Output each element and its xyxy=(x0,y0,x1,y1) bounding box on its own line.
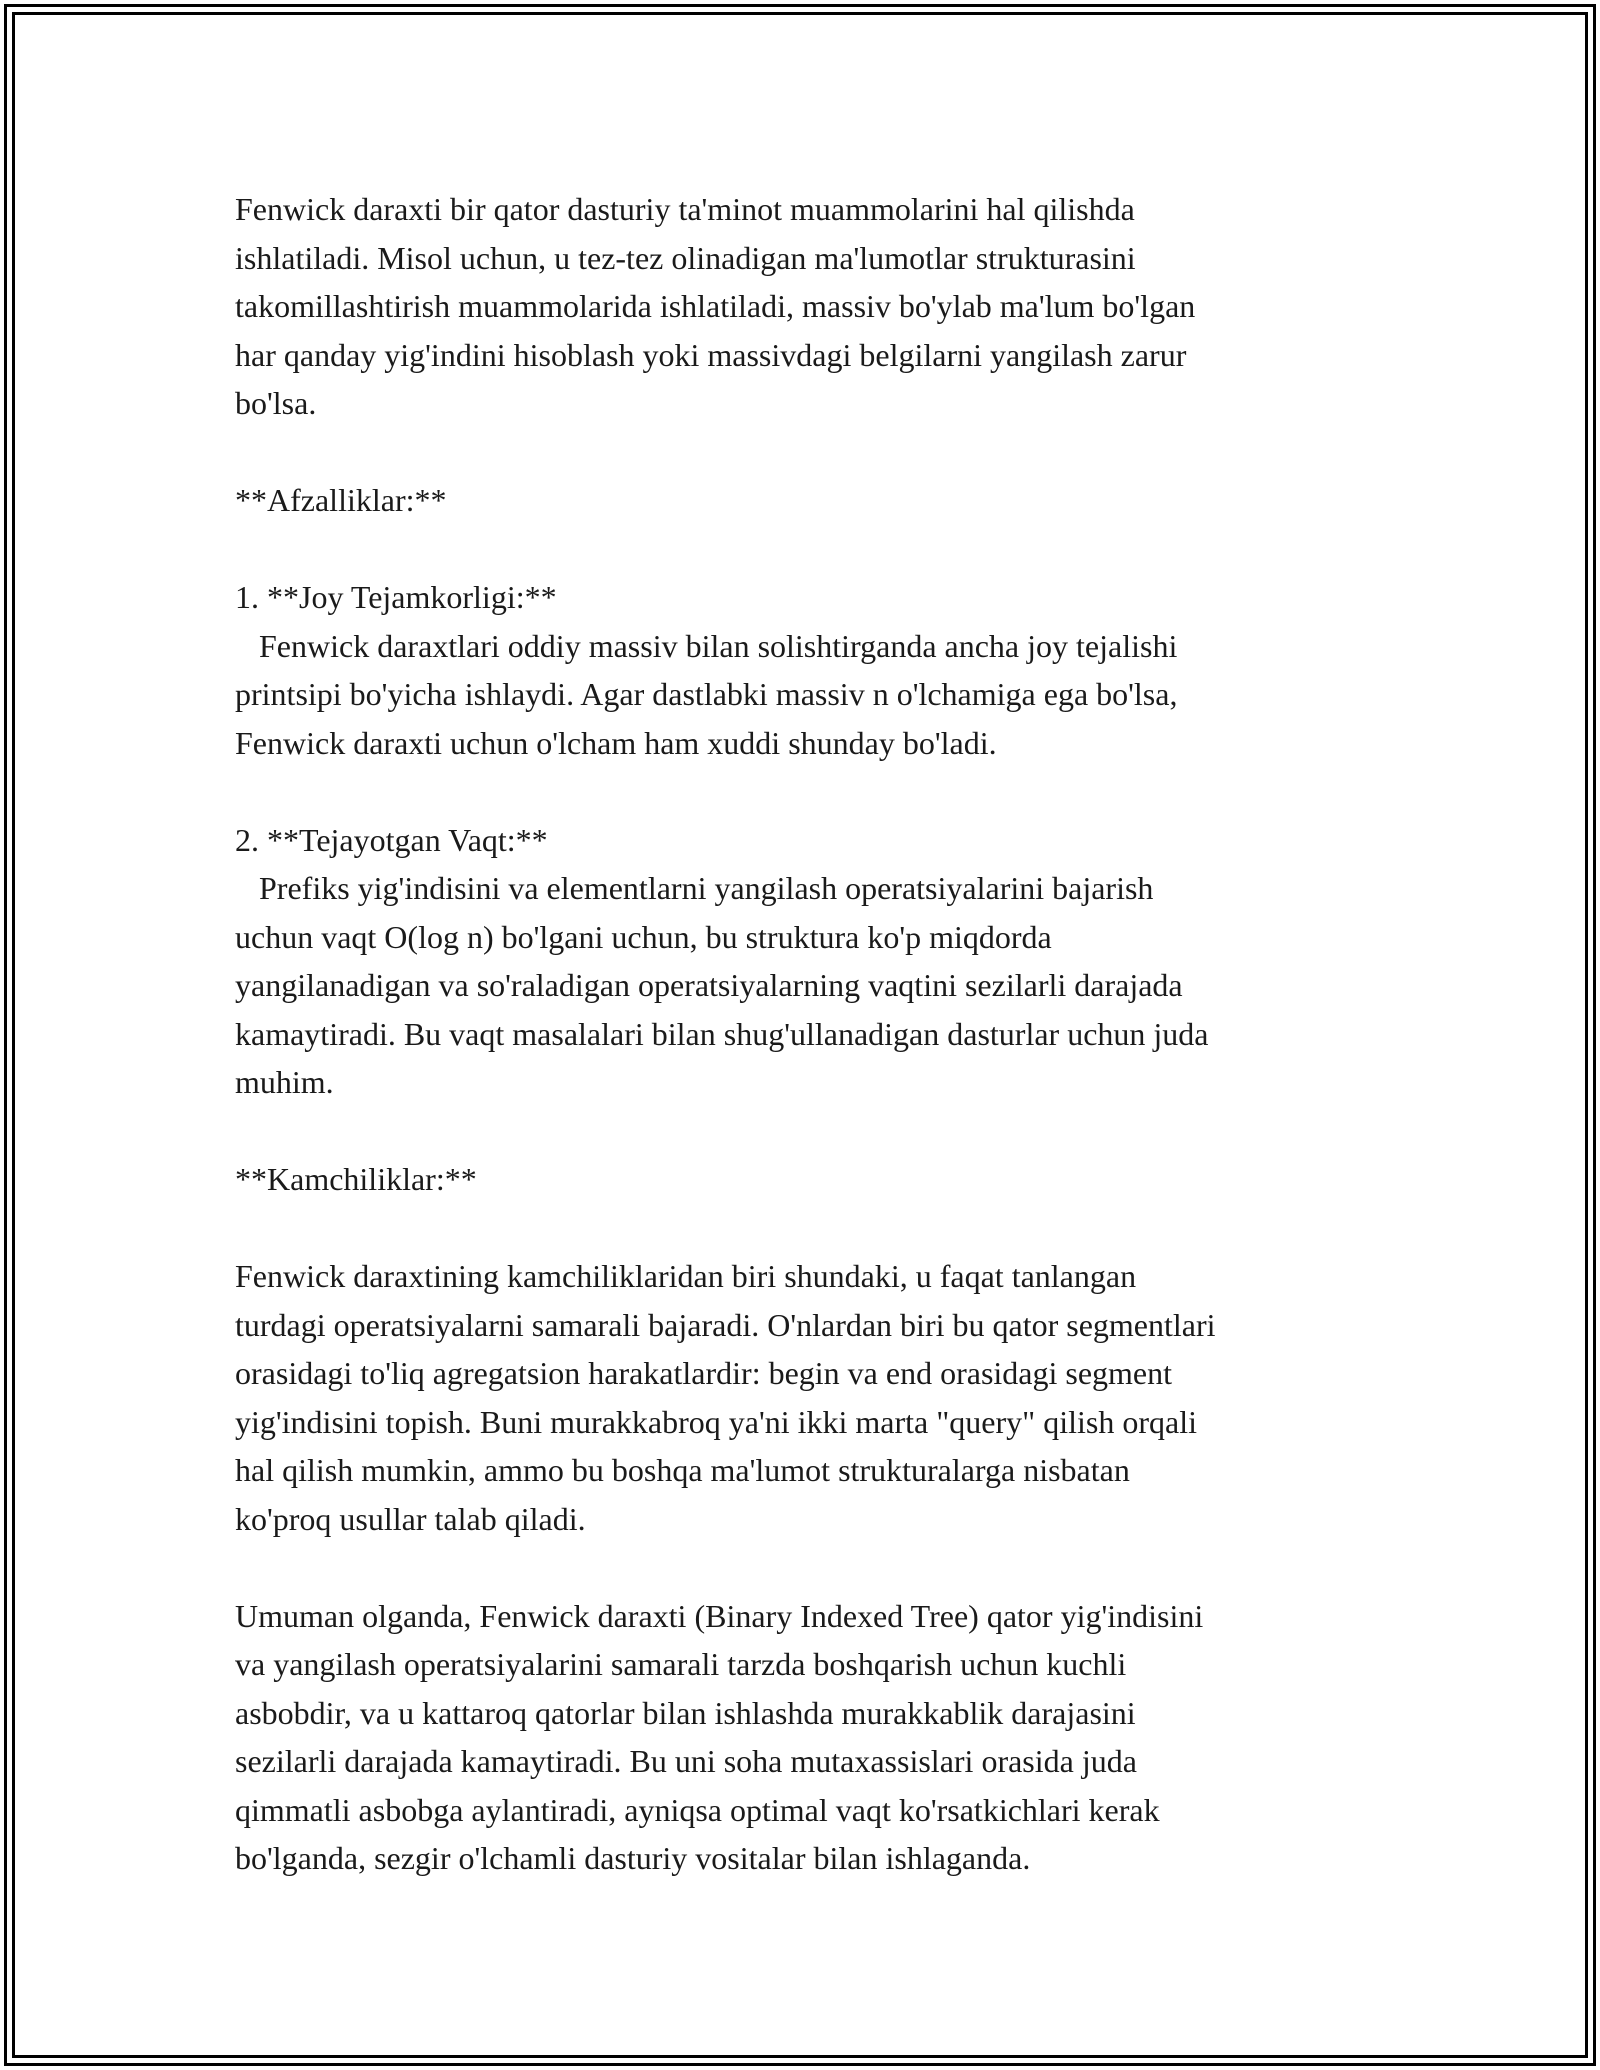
disadvantages-paragraph: Fenwick daraxtining kamchiliklaridan biri shundaki, u faqat tanlangan turdagi operatsiyalarni samarali bajaradi. O'nlardan biri bu qator segmentlari orasidagi to'liq agregatsion harakatlardir: begin va end orasidagi segment yig'indisini topish. Buni murakkabroq ya'ni ikki marta "query" qilish orqali hal qilish mumkin, ammo bu boshqa ma'lumot strukturalarga nisbatan ko'proq usullar talab qiladi. xyxy=(235,1258,1216,1537)
disadvantages-heading: **Kamchiliklar:** xyxy=(235,1161,477,1197)
conclusion-paragraph: Umuman olganda, Fenwick daraxti (Binary Indexed Tree) qator yig'indisini va yangilash operatsiyalarini samarali tarzda boshqarish uchun kuchli asbobdir, va u kattaroq qatorlar bilan ishlashda murakkablik darajasini sezilarli darajada kamaytiradi. Bu uni soha mutaxassislari orasida juda qimmatli asbobga aylantiradi, ayniqsa optimal vaqt ko'rsatkichlari kerak bo'lganda, sezgir o'lchamli dasturiy vositalar bilan ishlaganda. xyxy=(235,1597,1204,1876)
advantages-heading: **Afzalliklar:** xyxy=(235,482,447,518)
advantage-item-time: 2. **Tejayotgan Vaqt:** Prefiks yig'indisini va elementlarni yangilash operatsiyalarini bajarish uchun vaqt O(log n) bo'lgani uchun, bu struktura ko'p miqdorda yangilanadigan va so'raladigan operatsiyalarning vaqtini sezilarli darajada kamaytiradi. Bu vaqt masalalari bilan shug'ullanadigan dasturlar uchun juda muhim. xyxy=(235,821,1209,1100)
document-body xyxy=(235,185,1375,1883)
intro-paragraph: Fenwick daraxti bir qator dasturiy ta'minot muammolarini hal qilishda ishlatiladi. Misol uchun, u tez-tez olinadigan ma'lumotlar strukturasini takomillashtirish muammolarida ishlatiladi, massiv bo'ylab ma'lum bo'lgan har qanday yig'indini hisoblash yoki massivdagi belgilarni yangilash zarur bo'lsa. xyxy=(235,191,1196,421)
advantage-item-space: 1. **Joy Tejamkorligi:** Fenwick daraxtlari oddiy massiv bilan solishtirganda ancha joy tejalishi printsipi bo'yicha ishlaydi. Agar dastlabki massiv n o'lchamiga ega bo'lsa, Fenwick daraxti uchun o'lcham ham xuddi shunday bo'ladi. xyxy=(235,579,1178,761)
